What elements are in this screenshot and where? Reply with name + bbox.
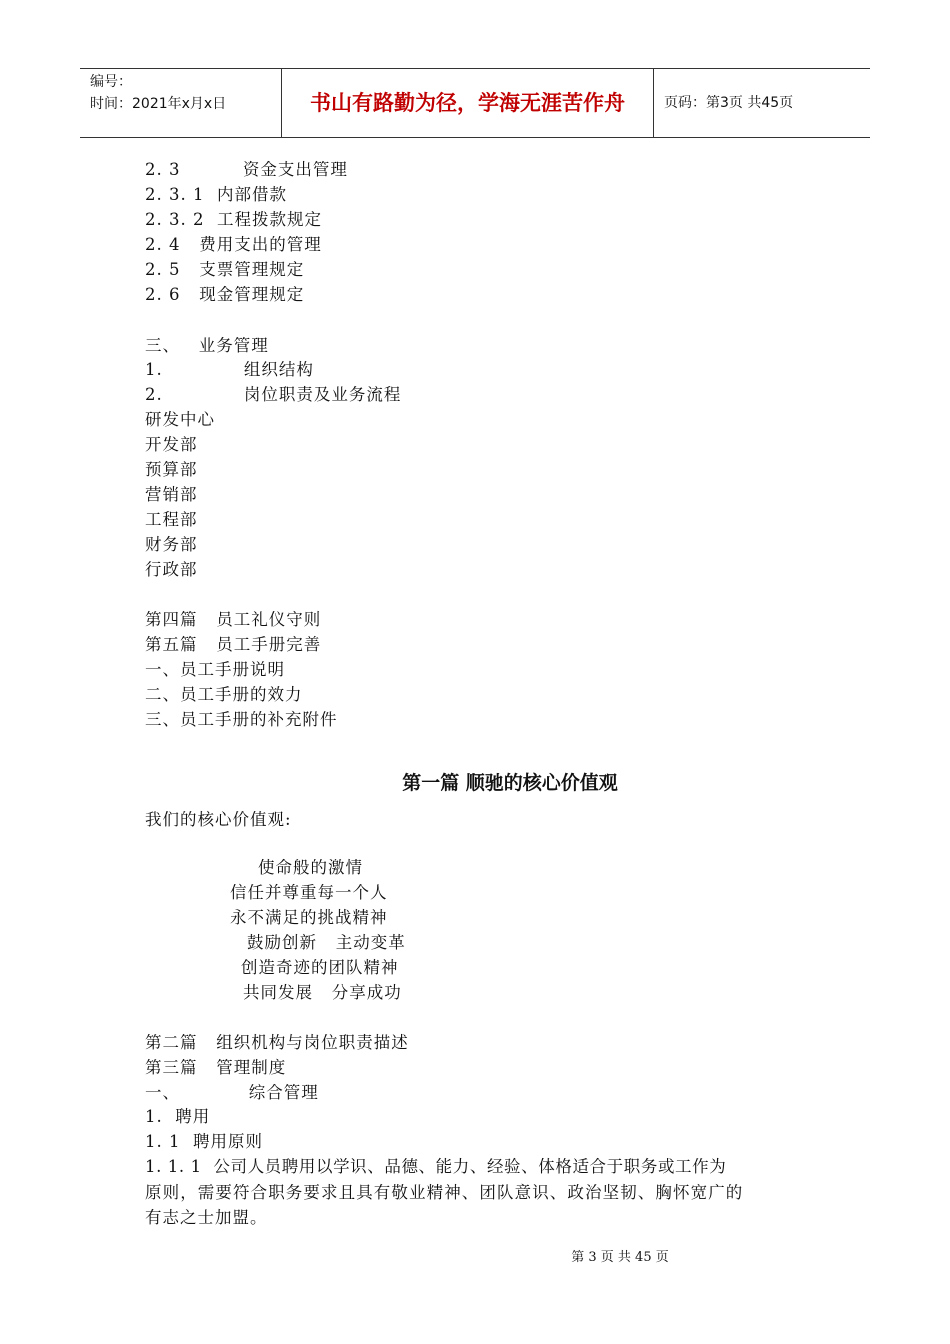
toc-line: 2. 4 费用支出的管理 [145,235,322,254]
document-date: 时间：2021年x月x日 [90,96,227,112]
value-item: 创造奇迹的团队精神 [241,958,399,977]
toc-line: 一、员工手册说明 [145,660,285,679]
toc-line: 2. 5 支票管理规定 [145,260,305,279]
toc-line: 三、员工手册的补充附件 [145,710,338,729]
toc-line: 2. 6 现金管理规定 [145,285,305,304]
body-line: 第二篇 组织机构与岗位职责描述 [145,1033,409,1052]
toc-line: 预算部 [145,460,198,479]
body-line: 1. 1. 1 公司人员聘用以学识、品德、能力、经验、体格适合于职务或工作为 [145,1157,727,1176]
body-line: 原则，需要符合职务要求且具有敬业精神、团队意识、政治坚韧、胸怀宽广的 [145,1183,744,1202]
toc-line: 行政部 [145,560,198,579]
document-number-label: 编号： [90,74,132,90]
value-item: 信任并尊重每一个人 [230,883,388,902]
chapter-title: 第一篇 顺驰的核心价值观 [402,772,618,794]
toc-line: 工程部 [145,510,198,529]
toc-line: 2. 3. 2 工程拨款规定 [145,210,322,229]
toc-line: 2. 岗位职责及业务流程 [145,385,402,404]
body-line: 第三篇 管理制度 [145,1058,287,1077]
body-line: 1. 1 聘用原则 [145,1132,263,1151]
header-meta [80,69,282,137]
toc-line: 开发部 [145,435,198,454]
page-footer: 第 3 页 共 45 页 [571,1250,669,1265]
header-page-info: 页码：第3页 共45页 [664,95,794,111]
toc-line: 第五篇 员工手册完善 [145,635,322,654]
toc-line: 财务部 [145,535,198,554]
toc-line: 三、 业务管理 [145,336,269,355]
toc-line: 二、员工手册的效力 [145,685,303,704]
toc-line: 研发中心 [145,410,215,429]
toc-line: 2. 3. 1 内部借款 [145,185,287,204]
body-line: 1. 聘用 [145,1107,211,1126]
values-intro: 我们的核心价值观: [145,810,292,829]
value-item: 鼓励创新 主动变革 [247,933,406,952]
body-line: 有志之士加盟。 [145,1208,268,1227]
value-item: 使命般的激情 [258,858,363,877]
page-header [80,68,870,138]
toc-line: 2. 3 资金支出管理 [145,160,348,179]
header-motto: 书山有路勤为径，学海无涯苦作舟 [282,69,654,137]
value-item: 共同发展 分享成功 [243,983,402,1002]
toc-line: 1. 组织结构 [145,360,314,379]
toc-line: 营销部 [145,485,198,504]
toc-line: 第四篇 员工礼仪守则 [145,610,322,629]
body-line: 一、 综合管理 [145,1083,319,1102]
value-item: 永不满足的挑战精神 [230,908,388,927]
